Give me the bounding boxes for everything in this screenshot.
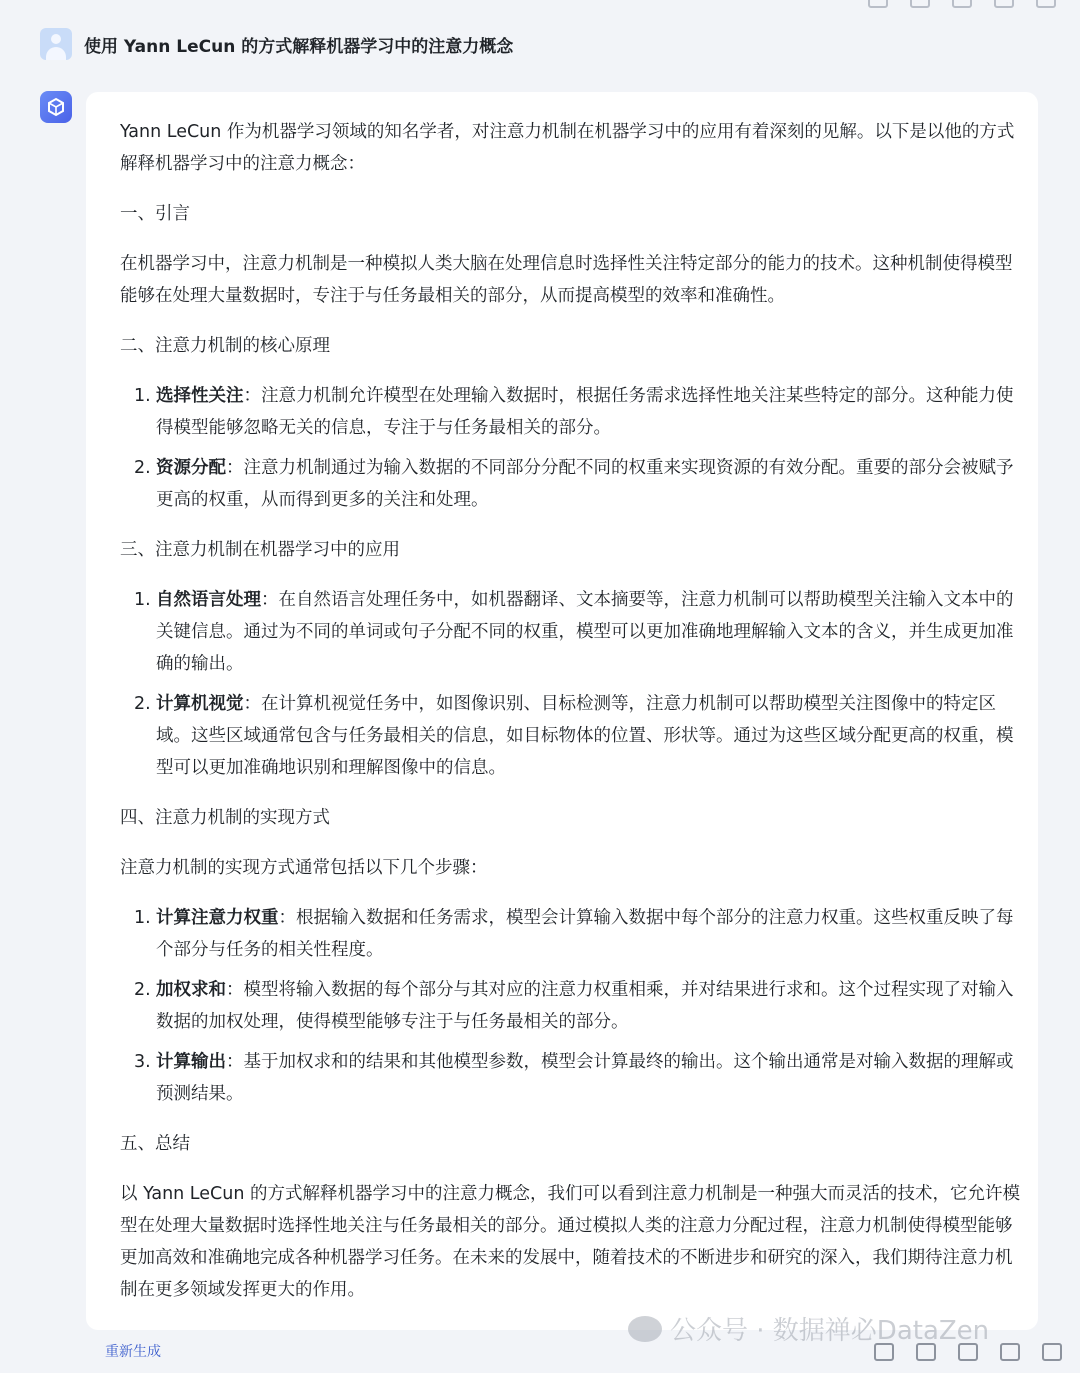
copy-icon[interactable] (958, 1343, 978, 1361)
ordered-list (120, 380, 1025, 516)
list-item: 2. 计算机视觉：在计算机视觉任务中，如图像识别、目标检测等，注意力机制可以帮助模型关注图像中的特定区域。这些区域通常包含与任务最相关的信息，如目标物体的位置、形状等。通过为这些区域分配更高的权重，模型可以更加准确地识别和理解图像中的信息。 (134, 694, 1014, 778)
list-item: 1. 自然语言处理：在自然语言处理任务中，如机器翻译、文本摘要等，注意力机制可以帮助模型关注输入文本中的关键信息。通过为不同的单词或句子分配不同的权重，模型可以更加准确地理解输入文本的含义，并生成更加准确的输出。 (134, 590, 1014, 674)
section-heading: 四、注意力机制的实现方式 (120, 808, 330, 828)
share-icon[interactable] (874, 1343, 894, 1361)
copy-icon[interactable] (952, 0, 972, 8)
thumbs-down-icon[interactable] (1036, 0, 1056, 8)
section-heading: 三、注意力机制在机器学习中的应用 (120, 540, 400, 560)
bot-cube-icon (40, 91, 72, 123)
top-action-bar (868, 0, 1056, 8)
thumbs-down-icon[interactable] (1042, 1343, 1062, 1361)
watermark (628, 1310, 989, 1347)
user-avatar-icon (40, 28, 72, 60)
assistant-message-content (120, 116, 1025, 1306)
thumbs-up-icon[interactable] (994, 0, 1014, 8)
ordered-list (120, 902, 1025, 1110)
section-paragraph: 在机器学习中，注意力机制是一种模拟人类大脑在处理信息时选择性关注特定部分的能力的技术。这种机制使得模型能够在处理大量数据时，专注于与任务最相关的部分，从而提高模型的效率和准确性。 (120, 254, 1013, 306)
section-paragraph: 注意力机制的实现方式通常包括以下几个步骤： (120, 858, 488, 878)
list-item: 1. 计算注意力权重：根据输入数据和任务需求，模型会计算输入数据中每个部分的注意力权重。这些权重反映了每个部分与任务的相关性程度。 (134, 908, 1014, 960)
regenerate-button[interactable]: 重新生成 (105, 1344, 161, 1360)
intro-paragraph: Yann LeCun 作为机器学习领域的知名学者，对注意力机制在机器学习中的应用有着深刻的见解。以下是以他的方式解释机器学习中的注意力概念： (120, 122, 1015, 174)
section-heading: 五、总结 (120, 1134, 190, 1154)
user-question-text: 使用 Yann LeCun 的方式解释机器学习中的注意力概念 (84, 36, 514, 57)
list-item: 1. 选择性关注：注意力机制允许模型在处理输入数据时，根据任务需求选择性地关注某些特定的部分。这种能力使得模型能够忽略无关的信息，专注于与任务最相关的部分。 (134, 386, 1014, 438)
list-item: 2. 资源分配：注意力机制通过为输入数据的不同部分分配不同的权重来实现资源的有效分配。重要的部分会被赋予更高的权重，从而得到更多的关注和处理。 (134, 458, 1014, 510)
mindmap-icon[interactable] (916, 1343, 936, 1361)
list-item: 3. 计算输出：基于加权求和的结果和其他模型参数，模型会计算最终的输出。这个输出通常是对输入数据的理解或预测结果。 (134, 1052, 1014, 1104)
message-action-bar (874, 1343, 1062, 1361)
section-heading: 一、引言 (120, 204, 190, 224)
watermark-text: 公众号 · 数据禅必DataZen (670, 1316, 990, 1346)
share-icon[interactable] (868, 0, 888, 8)
section-heading: 二、注意力机制的核心原理 (120, 336, 330, 356)
ordered-list (120, 584, 1025, 784)
user-message (40, 28, 513, 60)
section-paragraph: 以 Yann LeCun 的方式解释机器学习中的注意力概念，我们可以看到注意力机制是一种强大而灵活的技术，它允许模型在处理大量数据时选择性地关注与任务最相关的部分。通过模拟人类的注意力分配过程，注意力机制使得模型能够更加高效和准确地完成各种机器学习任务。在未来的发展中，随着技术的不断进步和研究的深入，我们期待注意力机制在更多领域发挥更大的作用。 (120, 1184, 1020, 1300)
thumbs-up-icon[interactable] (1000, 1343, 1020, 1361)
mindmap-icon[interactable] (910, 0, 930, 8)
wechat-icon (628, 1316, 662, 1342)
list-item: 2. 加权求和：模型将输入数据的每个部分与其对应的注意力权重相乘，并对结果进行求和。这个过程实现了对输入数据的加权处理，使得模型能够专注于与任务最相关的部分。 (134, 980, 1014, 1032)
